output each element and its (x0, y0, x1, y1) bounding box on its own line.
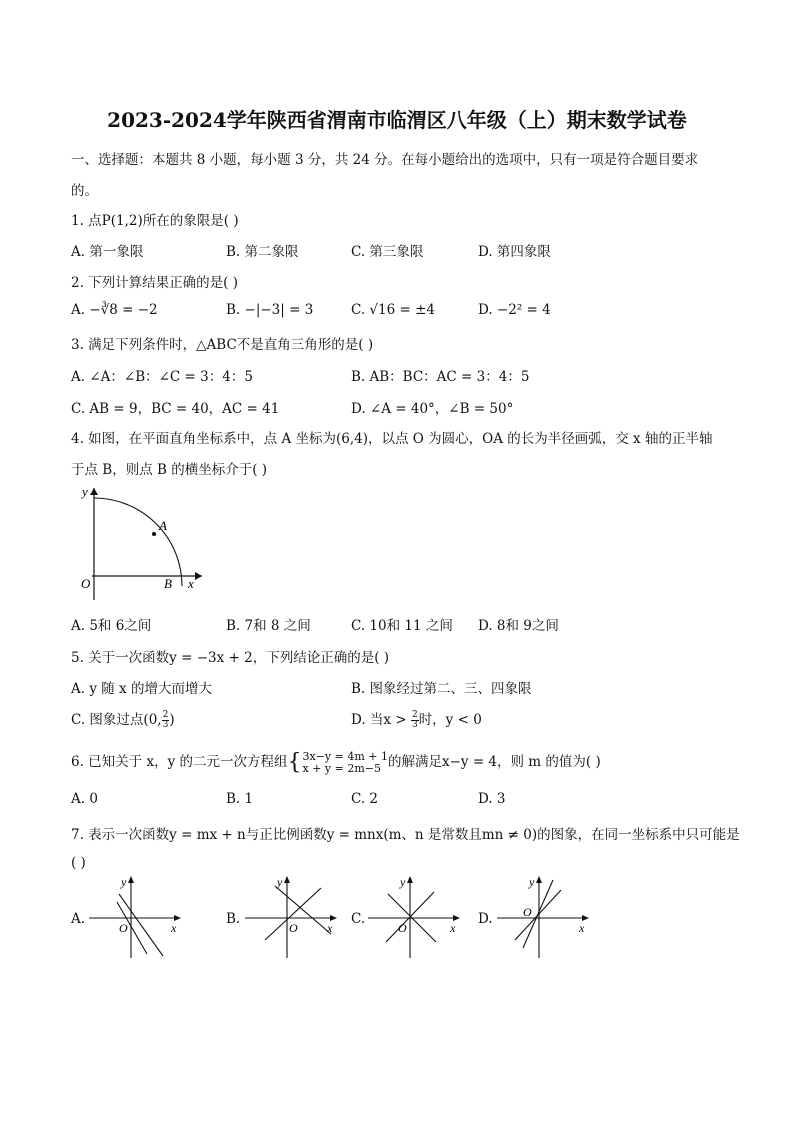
svg-text:y: y (277, 875, 283, 889)
svg-text:y: y (529, 875, 535, 889)
q4-option-d: D. 8和 9之间 (478, 618, 559, 634)
q6-option-b: B. 1 (226, 791, 254, 807)
question-1-stem: 1. 点P(1,2)所在的象限是( ) (71, 213, 239, 229)
question-4-stem-line1: 4. 如图，在平面直角坐标系中，点 A 坐标为(6,4)，以点 O 为圆心，OA 的长为半径画弧，交 x 轴的正半轴 (71, 431, 713, 447)
q6-option-c: C. 2 (351, 791, 379, 807)
q2-option-d: D. −2² = 4 (478, 302, 551, 318)
q5-option-b: B. 图象经过第二、三、四象限 (351, 681, 532, 697)
q3-option-b: B. AB：BC：AC = 3：4：5 (351, 369, 530, 385)
q4-figure (70, 482, 210, 602)
svg-text:O: O (523, 905, 532, 919)
q6-eq1: 3x−y = 4m + 1 (302, 749, 388, 763)
svg-text:y: y (121, 875, 127, 889)
q2-option-b: B. −|−3| = 3 (226, 302, 314, 318)
q7-option-b-label: B. (226, 911, 241, 927)
q4-y-arrow (90, 488, 98, 495)
q4-arc (94, 498, 182, 586)
question-5-stem: 5. 关于一次函数y = −3x + 2，下列结论正确的是( ) (71, 650, 390, 666)
question-4-stem-line2: 于点 B，则点 B 的横坐标介于( ) (71, 462, 268, 478)
question-2-stem: 2. 下列计算结果正确的是( ) (71, 275, 238, 291)
q5-option-d-text: D. 当x > (351, 712, 407, 728)
question-7-stem-line2: ( ) (71, 855, 86, 871)
q5-option-c: C. 图象过点(0, $\frac{2}{3}$ ) (71, 710, 175, 730)
q3-option-c: C. AB = 9，BC = 40，AC = 41 (71, 401, 280, 417)
question-7-stem-line1: 7. 表示一次函数y = mx + n与正比例函数y = mnx(m、n 是常数且mn ≠ 0)的图象，在同一坐标系中只可能是 (71, 827, 740, 843)
q7-graph-b (243, 872, 343, 960)
q7-graph-a (87, 872, 187, 960)
q2-option-c: C. √16 = ±4 (351, 302, 436, 318)
svg-text:O: O (289, 921, 298, 935)
section-instructions-line2: 的。 (71, 183, 98, 199)
q6-option-d: D. 3 (478, 791, 506, 807)
q7-b-line-1 (275, 886, 331, 934)
q4-label-b: B (164, 576, 172, 591)
q6-option-a: A. 0 (71, 791, 98, 807)
q1-option-c: C. 第三象限 (351, 244, 424, 260)
q5-option-c-fraction: $\frac{2}{3}$ (162, 710, 169, 730)
q4-label-y: y (82, 484, 88, 499)
q6-brace: { (287, 749, 302, 775)
q1-option-d: D. 第四象限 (478, 244, 551, 260)
q4-label-o: O (81, 576, 91, 591)
svg-text:y: y (400, 875, 406, 889)
q5-option-c-text: C. 图象过点(0, (71, 712, 162, 728)
q7-graph-d (495, 872, 595, 960)
q4-option-c: C. 10和 11 之间 (351, 618, 453, 634)
q7-option-c-label: C. (351, 911, 366, 927)
q4-label-x: x (188, 576, 194, 591)
q4-label-a: A (159, 518, 167, 533)
svg-text:x: x (450, 921, 456, 935)
q7-option-d-label: D. (478, 911, 493, 927)
q7-graph-c (366, 872, 466, 960)
q4-x-arrow (195, 572, 202, 580)
q4-option-a: A. 5和 6之间 (71, 618, 152, 634)
svg-text:x: x (171, 921, 177, 935)
q1-option-a: A. 第一象限 (71, 244, 144, 260)
svg-text:O: O (398, 921, 407, 935)
section-instructions-line1: 一、选择题：本题共 8 小题，每小题 3 分，共 24 分。在每小题给出的选项中，只有一项是符合题目要求 (71, 152, 699, 168)
question-3-stem: 3. 满足下列条件时，△ABC不是直角三角形的是( ) (71, 337, 374, 353)
q6-eq2: x + y = 2m−5 (302, 761, 381, 775)
q4-point-a (152, 532, 156, 536)
svg-text:x: x (327, 921, 333, 935)
page-title: 2023-2024学年陕西省渭南市临渭区八年级（上）期末数学试卷 (107, 108, 687, 132)
question-6-stem: 6. 已知关于 x，y 的二元一次方程组{ 3x−y = 4m + 1 x + y = 2m−5 的解满足x−y = 4，则 m 的值为( ) (71, 749, 601, 775)
q3-option-d: D. ∠A = 40°，∠B = 50° (351, 401, 514, 417)
q5-option-d-fraction: $\frac{2}{3}$ (411, 710, 418, 730)
q5-option-d (351, 708, 482, 730)
q7-option-a-label: A. (71, 911, 86, 927)
q1-option-b: B. 第二象限 (226, 244, 299, 260)
q3-option-a: A. ∠A：∠B：∠C = 3：4：5 (71, 369, 253, 385)
q5-option-a: A. y 随 x 的增大而增大 (71, 681, 212, 697)
q2-option-a: A. −∛8 = −2 (71, 302, 158, 318)
svg-text:x: x (579, 921, 585, 935)
q4-option-b: B. 7和 8 之间 (226, 618, 311, 634)
q5-option-d-tail: 时，y < 0 (418, 712, 482, 728)
q6-equations (303, 751, 388, 775)
svg-text:O: O (119, 921, 128, 935)
